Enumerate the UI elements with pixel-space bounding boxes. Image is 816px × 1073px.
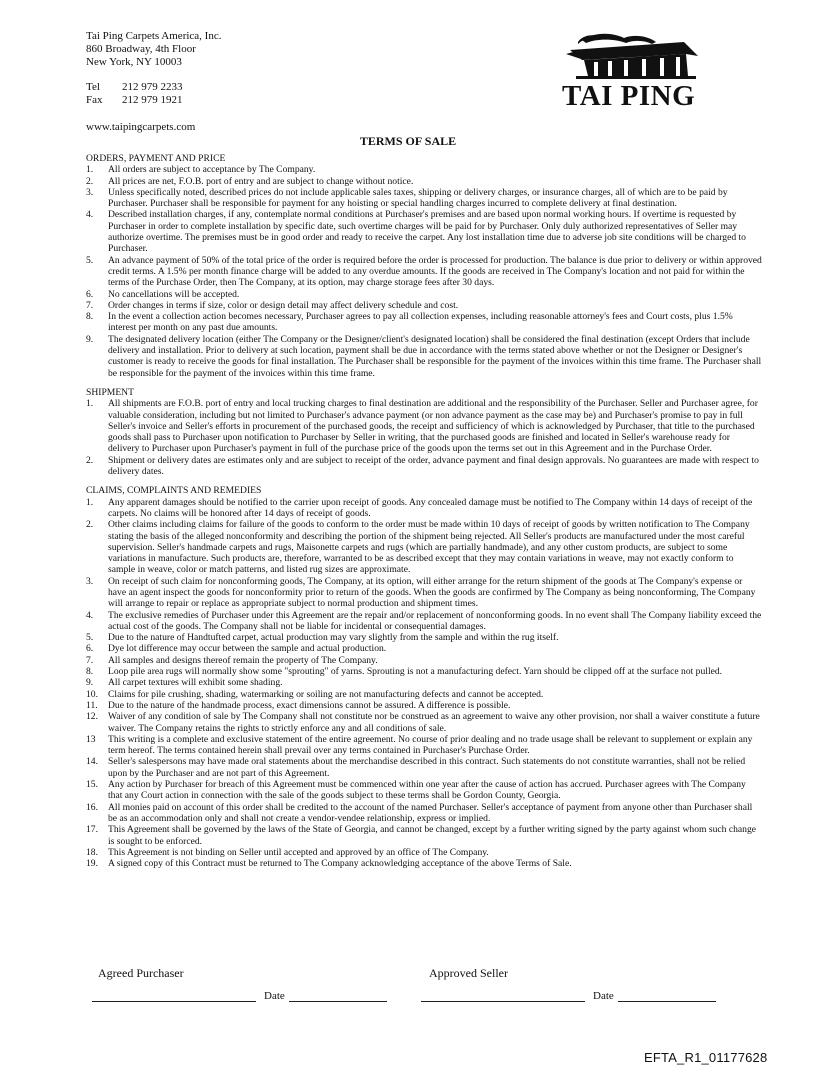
- term-item: [86, 655, 762, 666]
- terms-section: [86, 485, 762, 869]
- term-item: [86, 734, 762, 757]
- term-number: 8.: [86, 311, 94, 323]
- term-text: All monies paid on account of this order shall be credited to the account of the named Purchaser. Seller's acceptance of payment from anyone other than Purchaser shall be as an accommodation only and shall not create a vendor-vendee relationship, express or implied.: [108, 801, 753, 824]
- document-id: EFTA_R1_01177628: [644, 1050, 768, 1065]
- term-item: [86, 455, 762, 478]
- term-text: Any apparent damages should be notified to the carrier upon receipt of goods. Any concealed damage must be notified to The Company within 14 days of receipt of the carpets. No claims will be honored after 14 days of receipt of goods.: [108, 496, 753, 519]
- term-number: 5.: [86, 632, 94, 644]
- terms-section: [86, 153, 762, 379]
- fax-number: 212 979 1921: [122, 94, 183, 106]
- term-text: In the event a collection action becomes necessary, Purchaser agrees to pay all collection expenses, including reasonable attorney's fees and Court costs, plus 1.5% interest per month on any past due amounts.: [108, 311, 733, 334]
- term-item: [86, 334, 762, 379]
- term-text: Waiver of any condition of sale by The Company shall not constitute nor be construed as an agreement to waive any other provision, nor shall a waiver constitute a future waiver. The Company retains the rights to strictly enforce any and all conditions of sale.: [108, 711, 760, 734]
- term-number: 10.: [86, 688, 98, 700]
- term-number: 13: [86, 733, 96, 745]
- term-text: Other claims including claims for failure of the goods to conform to the order must be made within 10 days of receipt of goods by written notification to The Company stating the basis of the alleged nonconformity and describing the portion of the shipment being rejected. All Seller's products are manufactured under the most careful supervision. Seller's handmade carpets and rugs, Maisonette carpets and rugs (which are partially handmade), and any other custom products, are subject to some variations in manufacture. Such products are, therefore, warranted to be as described except that they may contain variations in weave, may not exactly conform to sample in weave, color or match patterns, and listed rug sizes are approximate.: [108, 519, 750, 576]
- term-item: [86, 300, 762, 311]
- term-item: [86, 576, 762, 610]
- fax-label: Fax: [86, 94, 103, 106]
- term-number: 4.: [86, 609, 94, 621]
- term-item: [86, 779, 762, 802]
- street-address: 860 Broadway, 4th Floor: [86, 43, 196, 55]
- term-text: Described installation charges, if any, contemplate normal conditions at Purchaser's premises and are based upon normal working hours. If overtime is requested by Purchaser in order to complete installation by specific date, such overtime charges will be paid for by Purchaser. Only duly authorized representatives of Seller may authorize overtime. The premises must be in good order and ready to receive the carpet. Any lost installation time due to adverse job site conditions will be charged to Purchaser.: [108, 209, 746, 255]
- term-number: 9.: [86, 677, 94, 689]
- term-item: [86, 311, 762, 334]
- term-number: 3.: [86, 575, 94, 587]
- term-number: 2.: [86, 519, 94, 531]
- term-text: Loop pile area rugs will normally show some "sprouting" of yarns. Sprouting is not a manufacturing defect. Yarn should be clipped off at the surface not pulled.: [108, 666, 723, 678]
- seller-signature-line: [421, 990, 716, 1002]
- term-text: Claims for pile crushing, shading, watermarking or soiling are not manufacturing defects and cannot be accepted.: [108, 688, 544, 700]
- term-text: Shipment or delivery dates are estimates only and are subject to receipt of the order, advance payment and final design approvals. No guarantees are made with respect to delivery dates.: [108, 454, 759, 478]
- term-text: Any action by Purchaser for breach of this Agreement must be commenced within one year after the cause of action has accrued. Purchaser agrees with The Company that any Court action in connection with the sale of the goods subject to these terms shall be Gordon County, Georgia.: [108, 779, 746, 802]
- website-link[interactable]: www.taipingcarpets.com: [86, 121, 196, 133]
- terms-body: [86, 153, 762, 877]
- term-text: All prices are net, F.O.B. port of entry and are subject to change without notice.: [108, 175, 414, 187]
- term-item: [86, 187, 762, 210]
- term-text: Due to the nature of the handmade process, exact dimensions cannot be assured. A difference is possible.: [108, 699, 511, 711]
- term-text: An advance payment of 50% of the total price of the order is required before the order is processed for production. The balance is due prior to delivery or within approved credit terms. A 1.5% per month finance charge will be added to any overdue amounts. If the goods are received in The Company's location and not paid for within the terms of the Purchase Order, then The Company, at its option, may charge storage fees after 30 days.: [108, 254, 762, 289]
- term-number: 1.: [86, 164, 94, 176]
- term-item: [86, 847, 762, 858]
- term-text: On receipt of such claim for nonconforming goods, The Company, at its option, will either arrange for the return shipment of the goods at The Company's expense or have an agent inspect the goods for nonconformity prior to return of the goods. When the goods are confirmed by The Company as being nonconforming, The Company will arrange to repair or replace as appropriate subject to normal production and shipment times.: [108, 575, 756, 610]
- term-number: 1.: [86, 398, 94, 410]
- term-number: 7.: [86, 654, 94, 666]
- term-number: 12.: [86, 711, 98, 723]
- term-item: [86, 289, 762, 300]
- section-heading: SHIPMENT: [86, 386, 134, 398]
- term-text: All samples and designs thereof remain the property of The Company.: [108, 654, 378, 666]
- term-item: [86, 824, 762, 847]
- term-text: The exclusive remedies of Purchaser under this Agreement are the repair and/or replacement of nonconforming goods. In no event shall The Company liability exceed the actual cost of the goods. The Company shall not be liable for incidental or consequential damages.: [108, 609, 762, 632]
- term-item: [86, 255, 762, 289]
- term-item: [86, 519, 762, 575]
- term-text: Dye lot difference may occur between the sample and actual production.: [108, 643, 387, 655]
- seller-label: Approved Seller: [429, 966, 508, 980]
- seller-date-field[interactable]: [618, 991, 716, 1002]
- term-item: [86, 802, 762, 825]
- term-item: [86, 497, 762, 520]
- fax-row: [86, 94, 183, 107]
- term-text: This writing is a complete and exclusive statement of the entire agreement. No course of prior dealing and no trade usage shall be relevant to supplement or explain any term hereof. The terms contained herein shall prevail over any terms contained in Purchaser's Purchase Order.: [108, 733, 753, 757]
- term-item: [86, 176, 762, 187]
- city-address: New York, NY 10003: [86, 56, 182, 68]
- term-text: No cancellations will be accepted.: [108, 288, 240, 300]
- term-text: This Agreement shall be governed by the laws of the State of Georgia, and cannot be changed, except by a further writing signed by the party against whom such change is sought to be enforced.: [108, 824, 757, 847]
- term-text: All carpet textures will exhibit some shading.: [108, 677, 283, 689]
- term-text: Seller's salespersons may have made oral statements about the merchandise described in this contract. Such statements do not constitute warranties, shall not be relied upon by the Purchaser and are not part of this Agreement.: [108, 756, 746, 779]
- tel-label: Tel: [86, 81, 100, 93]
- term-number: 3.: [86, 186, 94, 198]
- term-item: [86, 700, 762, 711]
- term-item: [86, 858, 762, 869]
- section-heading: ORDERS, PAYMENT AND PRICE: [86, 153, 226, 164]
- purchaser-date-field[interactable]: [289, 991, 387, 1002]
- term-item: [86, 610, 762, 633]
- term-item: [86, 677, 762, 688]
- pagoda-logo-icon: [564, 30, 704, 82]
- term-text: Unless specifically noted, described prices do not include applicable sales taxes, shipping or delivery charges, or insurance charges, all of which are to be paid by Purchaser. Purchaser shall be responsible for payment for any hoisting or special handling charges incurred to complete delivery at final destination.: [108, 186, 728, 210]
- term-text: A signed copy of this Contract must be returned to The Company acknowledging acceptance of the above Terms of Sale.: [108, 858, 572, 870]
- seller-date-label: Date: [593, 990, 614, 1002]
- term-number: 15.: [86, 779, 98, 791]
- purchaser-signature-field[interactable]: [92, 991, 256, 1002]
- purchaser-signature-line: [92, 990, 387, 1002]
- term-number: 2.: [86, 175, 94, 187]
- term-item: [86, 209, 762, 254]
- term-number: 2.: [86, 454, 94, 466]
- term-number: 16.: [86, 801, 98, 813]
- brand-wordmark: TAI PING: [562, 80, 696, 112]
- terms-section: [86, 387, 762, 477]
- term-number: 19.: [86, 858, 98, 870]
- term-number: 11.: [86, 699, 98, 711]
- term-number: 1.: [86, 496, 94, 508]
- term-item: [86, 398, 762, 454]
- term-number: 9.: [86, 333, 94, 345]
- seller-signature-field[interactable]: [421, 991, 585, 1002]
- term-text: Due to the nature of Handtufted carpet, actual production may vary slightly from the sample and within the rug itself.: [108, 632, 559, 644]
- term-text: This Agreement is not binding on Seller until accepted and approved by an office of The Company.: [108, 846, 489, 858]
- term-item: [86, 164, 762, 175]
- purchaser-label: Agreed Purchaser: [98, 966, 184, 980]
- term-item: [86, 756, 762, 779]
- term-number: 18.: [86, 846, 98, 858]
- tai-ping-logo: [558, 30, 718, 112]
- tel-number: 212 979 2233: [122, 81, 183, 93]
- tel-row: [86, 81, 183, 94]
- term-number: 5.: [86, 254, 94, 266]
- term-number: 6.: [86, 288, 94, 300]
- term-number: 7.: [86, 299, 94, 311]
- term-number: 4.: [86, 209, 94, 221]
- term-text: Order changes in terms if size, color or design detail may affect delivery schedule and cost.: [108, 299, 459, 311]
- term-number: 6.: [86, 643, 94, 655]
- term-number: 14.: [86, 756, 98, 768]
- term-item: [86, 711, 762, 734]
- term-item: [86, 632, 762, 643]
- document-title: TERMS OF SALE: [359, 134, 457, 148]
- term-item: [86, 666, 762, 677]
- term-text: All shipments are F.O.B. port of entry and local trucking charges to final destination are additional and the responsibility of the Purchaser. Seller and Purchaser agree, for valuable consideration, including but not limited to Purchaser's advance payment (or non advance payment as the case may be) and Purchaser's promise to pay in full Seller's invoice and Seller's efforts in procurement of the purchased goods, the receipt and sufficiency of which is acknowledged by Purchaser, that title to the purchased goods shall pass to Purchaser upon notification to Purchaser by Seller in writing, that the purchased goods are finished and located in Seller's warehouse ready for delivery to Purchaser upon Purchaser's payment in full of the purchase price of the goods upon the terms set out in this Agreement and in the Purchase Order.: [108, 398, 758, 455]
- company-address: [86, 30, 221, 69]
- term-text: The designated delivery location (either The Company or the Designer/client's designated location) shall be considered the final destination (except Orders that include delivery and installation. Prior to delivery at such location, payment shall be due in accordance with the terms stated above whether or not the Designer or Designer's customer is ready to receive the goods for final installation. The Purchaser shall be responsible for the payment of the invoices within this time frame. The Purchaser shall be responsible for the payment of the invoices within this time frame.: [108, 333, 762, 379]
- purchaser-date-label: Date: [264, 990, 285, 1002]
- term-item: [86, 643, 762, 654]
- term-number: 8.: [86, 666, 94, 678]
- section-heading: CLAIMS, COMPLAINTS AND REMEDIES: [86, 485, 262, 497]
- contact-numbers: [86, 81, 183, 107]
- company-name: Tai Ping Carpets America, Inc.: [86, 30, 222, 42]
- term-number: 17.: [86, 824, 98, 836]
- term-item: [86, 689, 762, 700]
- term-text: All orders are subject to acceptance by The Company.: [108, 164, 316, 176]
